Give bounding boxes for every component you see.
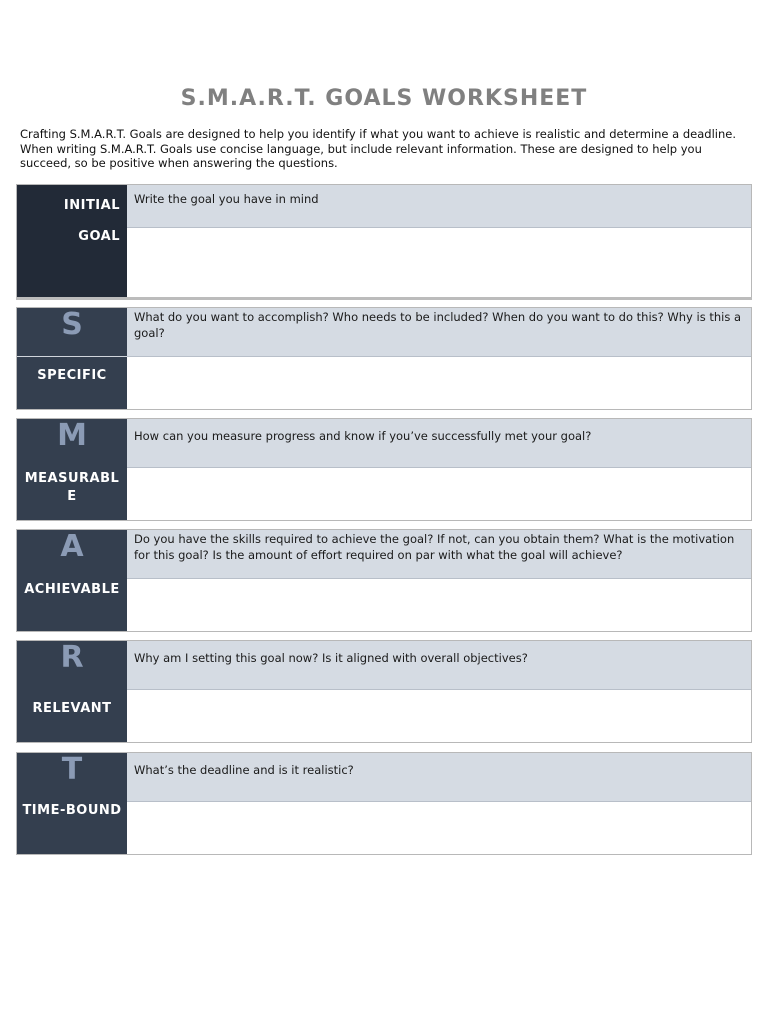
specific-sidebar-divider [17,356,127,357]
intro-paragraph: Crafting S.M.A.R.T. Goals are designed to help you identify if what you want to achieve is realistic and determine a deadline. When writing S.M.A.R.T. Goals use concise language, but include relevant information. These are designed to help you succeed, so be positive when answering the questions. [20,127,736,170]
achievable-answer-field[interactable] [127,579,751,631]
initial-goal-sidebar [17,185,127,297]
section-measurable [16,418,752,521]
specific-label: SPECIFIC [37,368,107,383]
section-achievable [16,529,752,632]
achievable-sidebar [17,530,127,631]
relevant-label: RELEVANT [32,701,112,716]
section-relevant [16,640,752,743]
relevant-letter: R [60,640,84,675]
relevant-answer-field[interactable] [127,690,751,742]
initial-goal-label-line2: GOAL [78,229,120,244]
measurable-prompt: How can you measure progress and know if you’ve successfully met your goal? [127,419,751,468]
time-bound-label: TIME-BOUND [22,803,122,818]
measurable-sidebar [17,419,127,520]
section-specific [16,307,752,410]
measurable-letter: M [57,418,87,453]
specific-prompt: What do you want to accomplish? Who needs to be included? When do you want to do this? Why is this a goal? [127,308,751,357]
time-bound-sidebar [17,753,127,854]
initial-goal-block [16,184,752,298]
measurable-label: MEASURABLE [24,471,120,504]
measurable-answer-field[interactable] [127,468,751,520]
specific-letter: S [61,307,83,342]
relevant-sidebar [17,641,127,742]
relevant-prompt: Why am I setting this goal now? Is it aligned with overall objectives? [127,641,751,690]
specific-sidebar [17,308,127,409]
initial-goal-label-line1: INITIAL [63,198,120,213]
worksheet-title: S.M.A.R.T. GOALS WORKSHEET [180,86,588,111]
section-time-bound [16,752,752,855]
achievable-label: ACHIEVABLE [24,582,120,597]
initial-goal-divider [16,297,752,300]
achievable-letter: A [60,529,84,564]
time-bound-answer-field[interactable] [127,802,751,854]
time-bound-prompt: What’s the deadline and is it realistic? [127,753,751,802]
time-bound-letter: T [61,752,83,787]
achievable-prompt: Do you have the skills required to achieve the goal? If not, can you obtain them? What is the motivation for this goal? Is the amount of effort required on par with what the goal will achieve? [127,530,751,579]
specific-answer-field[interactable] [127,357,751,409]
initial-goal-answer-field[interactable] [127,228,751,297]
initial-goal-prompt: Write the goal you have in mind [127,185,751,228]
